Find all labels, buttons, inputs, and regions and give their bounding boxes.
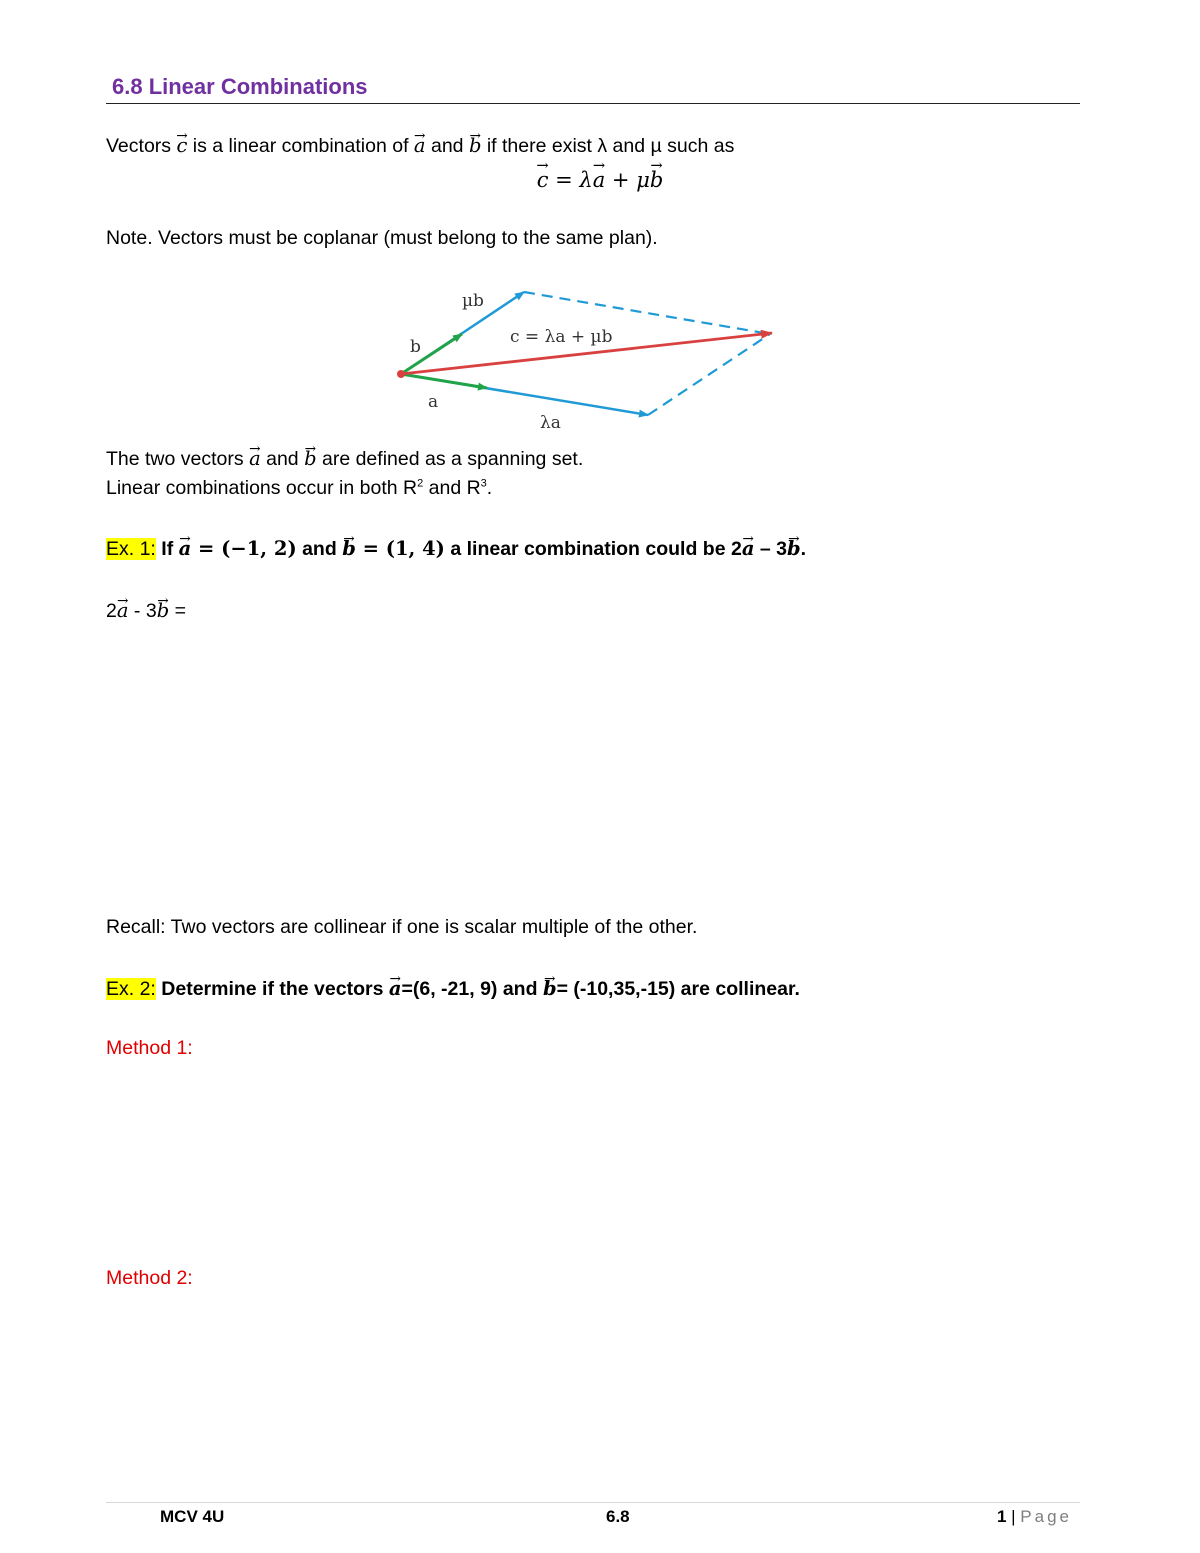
spanning-line-2: Linear combinations occur in both $R^2$ and $R^3$.: [106, 477, 493, 499]
method-1-heading: Method 1:: [106, 1037, 193, 1059]
label-c-formula: c = λa + µb: [510, 327, 613, 347]
label-a: a: [428, 392, 439, 412]
recall-text: Recall: Two vectors are collinear if one is scalar multiple of the other.: [106, 916, 698, 938]
example-1-label: Ex. 1:: [106, 538, 156, 560]
example-2-label: Ex. 2:: [106, 978, 156, 1000]
dashed-bottom-line: [648, 334, 770, 415]
spanning-line-1: The two vectors → a and → b are defined as a spanning set.: [106, 447, 583, 471]
example-2: Ex. 2: Determine if the vectors → a=(6, -21, 9) and → b= (-10,35,-15) are collinear.: [106, 977, 800, 1001]
footer-section: 6.8: [606, 1507, 630, 1526]
footer-course: MCV 4U: [160, 1507, 225, 1526]
vector-diagram: [0, 0, 1200, 450]
vector-a: → a: [414, 134, 426, 158]
vector-c: → c: [176, 134, 187, 158]
note-text: Note. Vectors must be coplanar (must belong to the same plan).: [106, 227, 658, 249]
definition-line: Vectors → c is a linear combination of → a and → b if there exist λ and µ such as: [106, 134, 734, 158]
linear-combination-formula: → c = λ→ a + μ→ b: [0, 168, 1200, 193]
label-lambda-a: λa: [540, 413, 561, 433]
example-1-work: 2→ a - 3→ b =: [106, 599, 186, 623]
footer-page: 1 | Page: [996, 1507, 1072, 1526]
vector-b: → b: [469, 134, 481, 158]
label-mu-b: µb: [462, 291, 484, 311]
vector-a-arrow: [401, 374, 487, 388]
origin-point: [397, 370, 405, 378]
page-title: 6.8 Linear Combinations: [112, 74, 368, 99]
example-1: Ex. 1: If → a = (−1, 2) and → b = (1, 4) a linear combination could be 2→ a – 3→ b.: [106, 537, 806, 561]
label-b: b: [410, 337, 421, 357]
footer-divider: [106, 1502, 1080, 1503]
method-2-heading: Method 2:: [106, 1267, 193, 1289]
